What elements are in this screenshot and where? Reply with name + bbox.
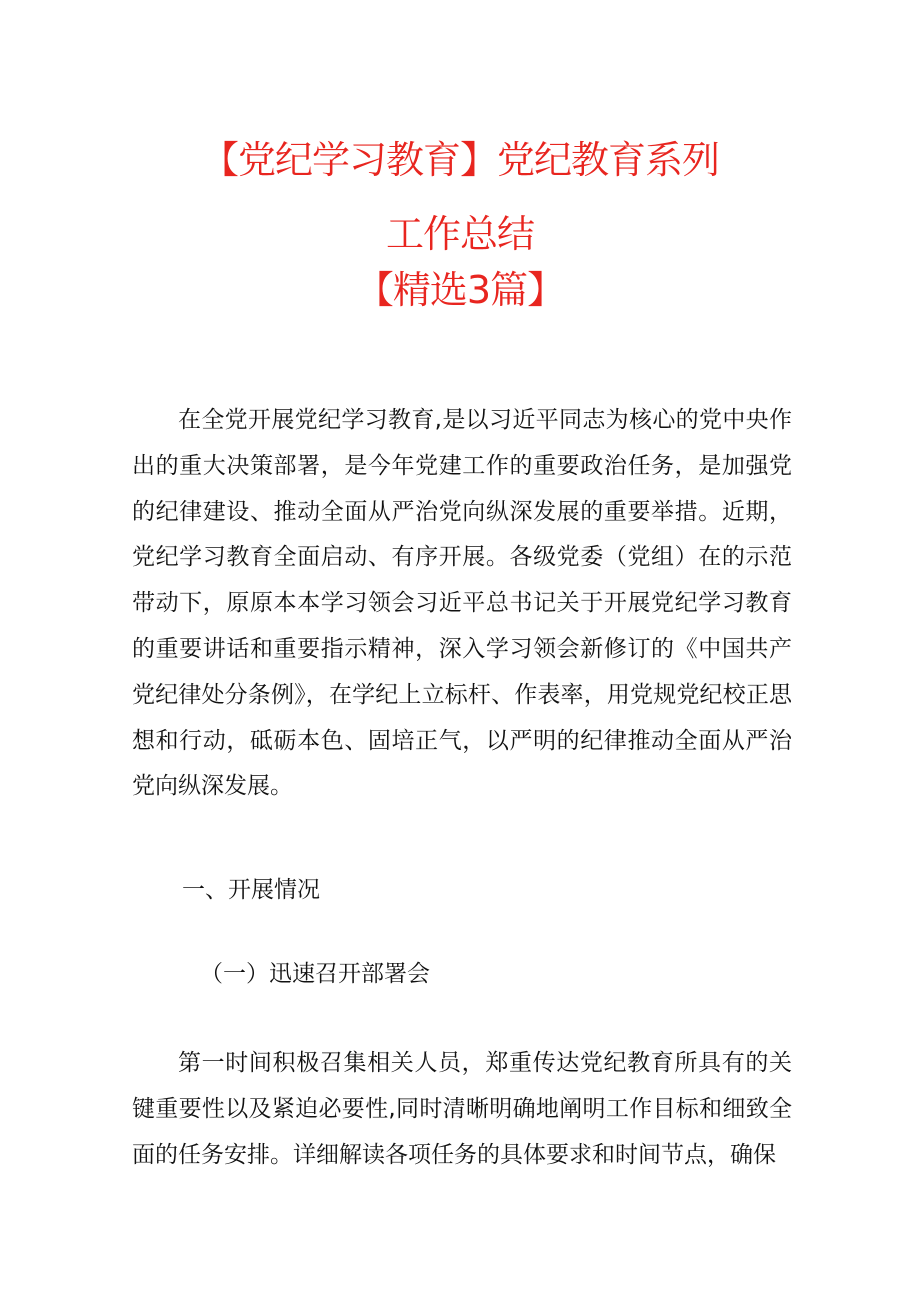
- section-heading-1: 一、开展情况: [182, 877, 320, 903]
- document-title-line-2: 工作总结: [385, 212, 534, 256]
- intro-paragraph: 在全党开展党纪学习教育,是以习近平同志为核心的党中央作出的重大决策部署，是今年党建工作的重要政治任务，是加强党的纪律建设、推动全面从严治党向纵深发展的重要举措。近期，党纪学习教育全面启动、有序开展。各级党委（党组）在的示范带动下，原原本本学习领会习近平总书记关于开展党纪学习教育的重要讲话和重要指示精神，深入学习领会新修订的《中国共产党纪律处分条例》，在学纪上立标杆、作表率，用党规党纪校正思想和行动，砥砺本色、固培正气，以严明的纪律推动全面从严治党向纵深发展。: [132, 407, 792, 800]
- subsection-heading-1: （一）迅速召开部署会: [200, 961, 430, 987]
- document-title-line-3: 【精选3篇】: [355, 268, 565, 312]
- document-title-line-1: 【党纪学习教育】党纪教育系列: [200, 138, 719, 182]
- subsection-1-paragraph: 第一时间积极召集相关人员，郑重传达党纪教育所具有的关键重要性以及紧迫必要性,同时清晰明确地阐明工作目标和细致全面的任务安排。详细解读各项任务的具体要求和时间节点，确保: [132, 1050, 792, 1168]
